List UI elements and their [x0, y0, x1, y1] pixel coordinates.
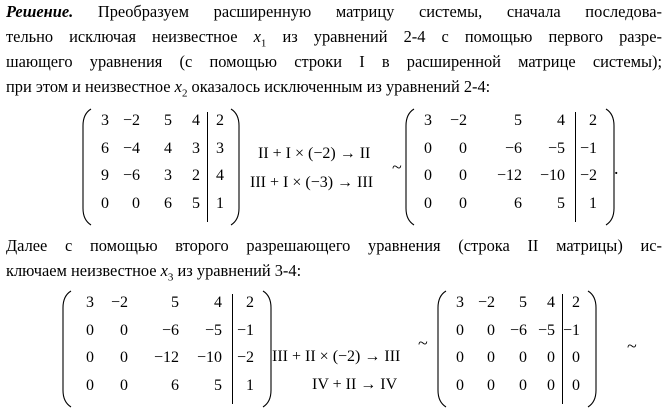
- text-line-5: Далее с помощью второго разрешающего уравнения (строка II матрицы) ис-: [6, 236, 662, 255]
- eq1-matrix-a-cell: 1: [216, 194, 224, 212]
- paragraph-line-5: [6, 234, 662, 258]
- eq1-matrix-b-cell: 0: [459, 194, 467, 212]
- text-line-1: Преобразуем расширенную матрицу системы, сначала последова-: [97, 2, 662, 21]
- eq2-matrix-a-cell: 0: [86, 376, 94, 394]
- eq1-matrix-a-cell: 6: [101, 139, 109, 157]
- text-line-3: шающего уравнения (с помощью строки I в расширенной матрице системы);: [6, 52, 662, 71]
- var-x1-sub: 1: [260, 37, 267, 50]
- eq2-matrix-b-cell: 0: [456, 349, 464, 366]
- eq2-matrix-a-cell: −12: [153, 349, 179, 366]
- eq1-matrix-a-cell: 4: [216, 167, 224, 184]
- eq2-matrix-a-cell: 2: [246, 294, 254, 311]
- eq1-matrix-a-cell: 3: [216, 139, 224, 157]
- eq1-matrix-a-cell: 0: [132, 194, 140, 212]
- eq2-matrix-a-augment-bar: [232, 294, 233, 404]
- eq2-matrix-b-cell: −2: [477, 294, 495, 311]
- text-line-6b: из уравнений 3-4:: [177, 261, 302, 280]
- eq1-matrix-a-right-paren: [230, 108, 240, 226]
- eq1-matrix-b-cell: 0: [459, 167, 467, 184]
- eq2-matrix-b-cell: 0: [547, 376, 555, 394]
- eq1-matrix-b-cell: 5: [557, 194, 565, 212]
- eq1-period: .: [614, 158, 619, 178]
- eq1-matrix-a-cell: 4: [192, 112, 200, 129]
- text-line-2a: тельно исключая неизвестное: [6, 27, 238, 46]
- eq1-matrix-a-cell: 4: [164, 139, 172, 157]
- eq1-matrix-b-cell: −10: [539, 167, 565, 184]
- eq2-matrix-a-cell: 4: [214, 294, 222, 311]
- eq2-matrix-b-cell: 0: [519, 376, 527, 394]
- eq1-matrix-a-cell: 3: [164, 167, 172, 184]
- eq2-matrix-b-cell: 0: [547, 349, 555, 366]
- eq1-matrix-a-cell: −6: [122, 167, 140, 184]
- var-x1: x: [253, 27, 261, 46]
- eq1-matrix-a-cell: 5: [192, 194, 200, 212]
- eq1-matrix-b-cell: 5: [514, 112, 522, 129]
- eq1-op-1: II + I × (−2) → II: [258, 145, 371, 162]
- eq2-matrix-a-cell: 6: [171, 376, 179, 394]
- eq2-matrix-b-cell: −1: [562, 321, 580, 339]
- eq1-matrix-a-cell: 0: [101, 194, 109, 212]
- eq2-matrix-a-cell: 5: [214, 376, 222, 394]
- eq1-matrix-b-augment-bar: [575, 112, 576, 222]
- eq2-matrix-b-cell: 3: [456, 294, 464, 311]
- var-x3: x: [160, 261, 168, 280]
- eq2-matrix-a-cell: −6: [161, 321, 179, 339]
- eq2-matrix-a-cell: 3: [86, 294, 94, 311]
- eq2-tilde-end: ~: [627, 336, 637, 356]
- eq1-op-2: III + I × (−3) → III: [250, 174, 374, 191]
- eq2-matrix-a-cell: 5: [171, 294, 179, 311]
- paragraph-line-1: [6, 0, 662, 24]
- eq2-tilde: ~: [418, 333, 428, 353]
- var-x2: x: [174, 77, 182, 96]
- eq2-matrix-b-cell: 0: [487, 321, 495, 339]
- paragraph-line-3: [6, 50, 662, 74]
- eq2-matrix-a-cell: −2: [236, 349, 254, 366]
- eq1-matrix-b-cell: 6: [514, 194, 522, 212]
- eq1-matrix-a-cell: 5: [164, 112, 172, 129]
- eq2-matrix-b-cell: 0: [572, 349, 580, 366]
- eq1-matrix-b-cell: 1: [589, 194, 597, 212]
- paragraph-line-4: [6, 75, 662, 105]
- eq1-matrix-a-cell: 3: [192, 139, 200, 157]
- eq2-matrix-a-cell: 0: [86, 349, 94, 366]
- eq1-tilde: ~: [392, 157, 402, 177]
- eq2-matrix-b-cell: 0: [456, 376, 464, 394]
- eq2-matrix-a-right-paren: [262, 290, 272, 408]
- eq2-op-2: IV + II → IV: [312, 376, 398, 393]
- eq2-matrix-b-cell: 5: [519, 294, 527, 311]
- eq2-matrix-b-right-paren: [587, 290, 597, 408]
- eq2-matrix-a-cell: 0: [120, 349, 128, 366]
- eq2-matrix-b-augment-bar: [562, 294, 563, 404]
- eq2-matrix-a-cell: 1: [246, 376, 254, 394]
- eq1-matrix-b-cell: 3: [424, 112, 432, 129]
- eq1-matrix-a-cell: 3: [101, 112, 109, 129]
- var-x3-sub: 3: [167, 271, 174, 284]
- eq2-matrix-a-cell: −1: [236, 321, 254, 339]
- eq1-matrix-b-cell: −6: [504, 139, 522, 157]
- text-line-2b: из уравнений 2-4 с помощью первого разре-: [282, 27, 662, 46]
- eq2-matrix-b-cell: 0: [519, 349, 527, 366]
- eq1-matrix-b-cell: 2: [589, 112, 597, 129]
- eq2-matrix-a-cell: 0: [86, 321, 94, 339]
- eq1-matrix-b-cell: 0: [459, 139, 467, 157]
- eq1-matrix-a-cell: −2: [122, 112, 140, 129]
- eq2-matrix-a-cell: 0: [120, 376, 128, 394]
- eq1-matrix-b-cell: −5: [547, 139, 565, 157]
- eq2-matrix-b-cell: 2: [572, 294, 580, 311]
- eq1-matrix-a-cell: 6: [164, 194, 172, 212]
- eq2-matrix-b-cell: 0: [487, 376, 495, 394]
- eq1-matrix-a-cell: 2: [216, 112, 224, 129]
- eq2-matrix-b-cell: −5: [537, 321, 555, 339]
- solution-label: Решение.: [6, 2, 74, 21]
- eq1-matrix-a-cell: −4: [122, 139, 140, 157]
- eq1-matrix-a-cell: 2: [192, 167, 200, 184]
- eq1-matrix-b-cell: 0: [424, 139, 432, 157]
- eq1-matrix-a-augment-bar: [207, 112, 208, 222]
- eq2-matrix-a-cell: 0: [120, 321, 128, 339]
- eq2-matrix-b-cell: 0: [572, 376, 580, 394]
- eq2-matrix-a-cell: −2: [110, 294, 128, 311]
- eq2-matrix-b-cell: 0: [487, 349, 495, 366]
- eq1-matrix-b-cell: −1: [579, 139, 597, 157]
- eq2-op-1: III + II × (−2) → III: [272, 348, 401, 365]
- eq1-matrix-b-cell: 0: [424, 167, 432, 184]
- eq2-matrix-a-cell: −5: [204, 321, 222, 339]
- eq1-matrix-b-cell: −2: [579, 167, 597, 184]
- eq1-matrix-a-cell: 9: [101, 167, 109, 184]
- eq2-matrix-b-cell: 0: [456, 321, 464, 339]
- paragraph-line-6: [6, 259, 662, 289]
- text-line-4a: при этом и неизвестное: [6, 77, 171, 96]
- eq1-matrix-b-cell: −2: [449, 112, 467, 129]
- eq1-matrix-b-cell: −12: [496, 167, 522, 184]
- text-line-4b: оказалось исключенным из уравнений 2-4:: [191, 77, 491, 96]
- eq2-matrix-b-cell: 4: [547, 294, 555, 311]
- eq2-matrix-a-cell: −10: [196, 349, 222, 366]
- eq1-matrix-b-cell: 4: [557, 112, 565, 129]
- eq2-matrix-b-cell: −6: [509, 321, 527, 339]
- eq1-matrix-b-cell: 0: [424, 194, 432, 212]
- var-x2-sub: 2: [181, 87, 188, 100]
- text-line-6a: ключаем неизвестное: [6, 261, 157, 280]
